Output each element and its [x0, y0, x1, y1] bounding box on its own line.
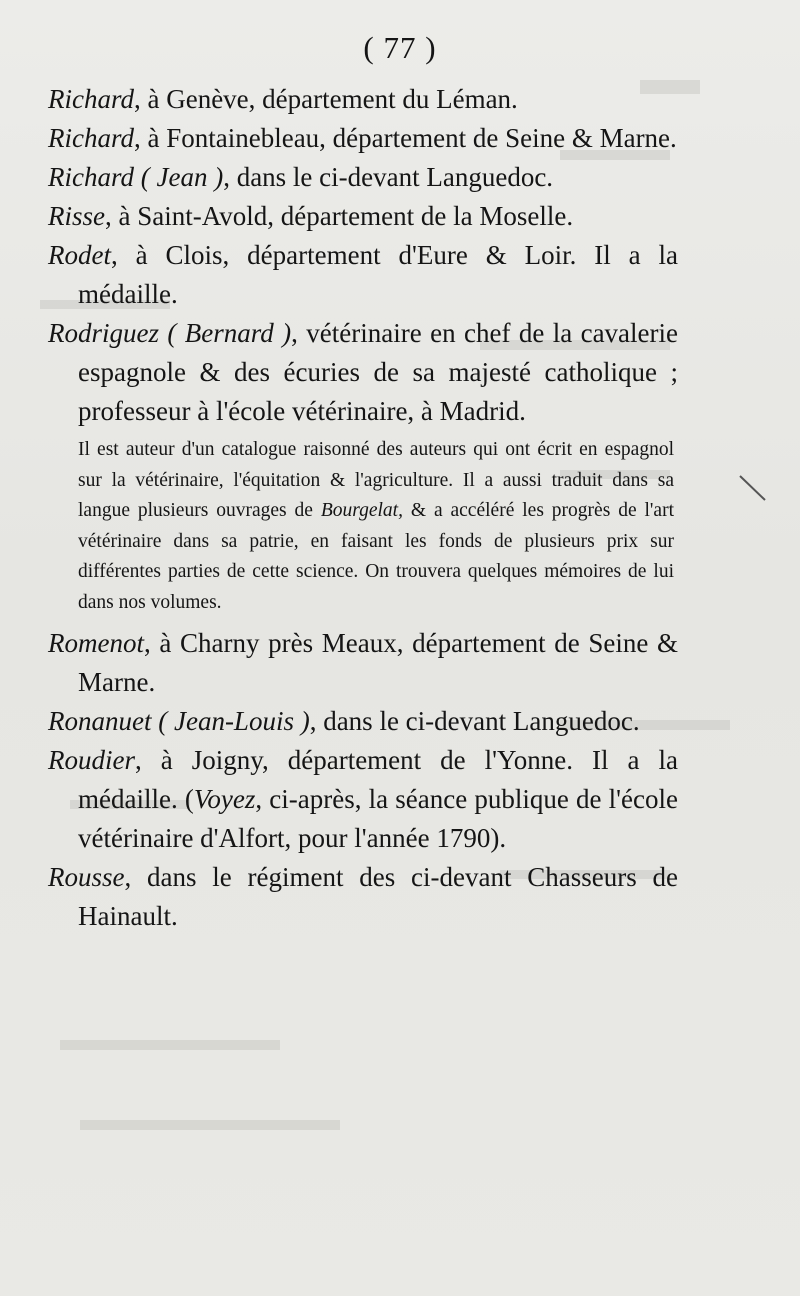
entry-name: Rodriguez — [48, 318, 159, 348]
list-item — [48, 197, 678, 236]
entry-name: Risse — [48, 201, 105, 231]
entry-note — [48, 435, 678, 618]
entry-name: Rodet — [48, 240, 111, 270]
list-item — [48, 624, 678, 702]
entry-given-name: ( Bernard ) — [159, 318, 292, 348]
entry-given-name: ( Jean-Louis ) — [151, 706, 310, 736]
entry-name: Roudier — [48, 745, 135, 775]
entry-text: , à Fontainebleau, département de Seine & Marne. — [133, 123, 677, 153]
entry-name: Rousse — [48, 862, 125, 892]
entry-text: , à Charny près Meaux, département de Seine & Marne. — [78, 628, 678, 697]
list-item — [48, 702, 678, 741]
entry-text: , dans le ci-devant Languedoc. — [309, 706, 640, 736]
entry-text: , à Genève, département du Léman. — [133, 84, 518, 114]
list-item — [48, 236, 678, 314]
note-text: Il est auteur d'un catalogue raisonné des auteurs qui ont écrit en espagnol sur la vétérinaire, l'équitation & l'agriculture. Il a aussi traduit dans sa langue plusieurs ouvrages de — [78, 439, 674, 521]
list-item — [48, 741, 678, 858]
list-item — [48, 858, 678, 936]
list-item — [48, 119, 678, 158]
entry-text-after: , ci-après, la séance publique de l'école vétérinaire d'Alfort, pour l'année 1790). — [78, 784, 678, 853]
entry-text: , à Clois, département d'Eure & Loir. Il a la médaille. — [78, 240, 678, 309]
entry-name: Romenot — [48, 628, 144, 658]
entry-name: Richard — [48, 162, 134, 192]
entry-italic-ref: Voyez — [193, 784, 256, 814]
list-item — [48, 158, 678, 197]
entry-name: Ronanuet — [48, 706, 152, 736]
entry-text: , à Saint-Avold, département de la Moselle. — [105, 201, 574, 231]
note-text-after: & a accéléré les progrès de l'art vétérinaire dans sa patrie, en faisant les fonds de plusieurs prix sur différentes parties de cette science. On trouvera quelques mémoires de lui dans nos volumes. — [78, 500, 675, 613]
entry-name: Richard — [48, 84, 134, 114]
entry-text: , vétérinaire en chef de la cavalerie espagnole & des écuries de sa majesté catholique ; professeur à l'école vétérinaire, à Madrid. — [78, 318, 678, 426]
list-item — [48, 314, 678, 431]
entry-given-name: ( Jean ) — [133, 162, 224, 192]
note-italic: Bourgelat, — [320, 500, 403, 521]
entries-list — [48, 80, 678, 936]
entry-name: Richard — [48, 123, 134, 153]
entry-text: , à Joigny, département de l'Yonne. Il a la médaille. ( — [78, 745, 678, 814]
entry-text: , dans le ci-devant Languedoc. — [223, 162, 554, 192]
list-item — [48, 80, 678, 119]
entry-text: , dans le régiment des ci-devant Chasseurs de Hainault. — [78, 862, 678, 931]
page-number: ( 77 ) — [363, 30, 437, 65]
